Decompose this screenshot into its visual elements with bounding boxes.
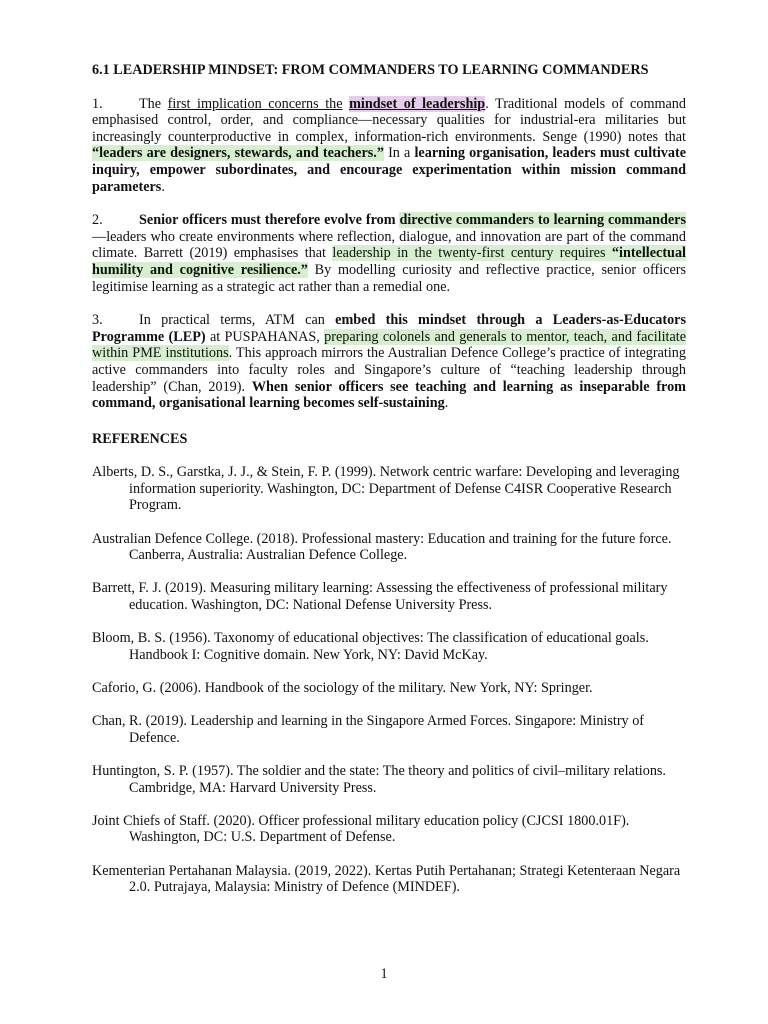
bold-text: learning organisation, leaders must cultivate inquiry, empower subordinates, and encourage experimentation within mission command parameters (92, 145, 687, 195)
text-run: . (161, 178, 165, 195)
highlighted-quote: “intellectual humility and cognitive resilience.” (92, 245, 686, 278)
underlined-text: first implication concerns the (167, 95, 343, 112)
reference-item: Huntington, S. P. (1957). The soldier and the state: The theory and politics of civil–military relations. Cambridge, MA: Harvard University Press. (92, 762, 666, 796)
page-number: 1 (380, 966, 388, 982)
text-run: In a (383, 145, 415, 162)
reference-item: Chan, R. (2019). Leadership and learning in the Singapore Armed Forces. Singapore: Ministry of Defence. (92, 713, 645, 746)
reference-item: Kementerian Pertahanan Malaysia. (2019, 2022). Kertas Putih Pertahanan; Strategi Ketenteraan Negara 2.0. Putrajaya, Malaysia: Ministry of Defence (MINDEF). (92, 862, 681, 896)
paragraph-number: 3. (92, 312, 103, 329)
text-run: . Traditional models of command emphasised control, order, and compliance—necessary qualities for industrial-era militaries but increasingly counterproductive in complex, information-rich environments. Senge (1990) notes that (92, 95, 686, 145)
bold-text: When senior officers see teaching and learning as inseparable from command, organisational learning becomes self-sustaining (92, 378, 687, 412)
paragraph-number: 2. (92, 212, 103, 229)
reference-item: Caforio, G. (2006). Handbook of the sociology of the military. New York, NY: Springer. (92, 680, 593, 696)
reference-item: Australian Defence College. (2018). Professional mastery: Education and training for the future force. Canberra, Australia: Australian Defence College. (92, 530, 672, 564)
text-run: . This approach mirrors the Australian Defence College’s practice of integrating active commanders into faculty roles and Singapore’s culture of “teaching leadership through leadership” (Chan, 2019). (92, 345, 686, 395)
paragraph-3 (92, 312, 686, 412)
references-heading: REFERENCES (92, 430, 188, 447)
paragraph-2 (92, 212, 686, 295)
highlighted-phrase-green: preparing colonels and generals to mentor, teach, and facilitate within PME institutions (92, 328, 686, 362)
text-run: —leaders who create environments where reflection, dialogue, and innovation are part of the command climate. Barrett (2019) emphasises that (92, 228, 686, 262)
reference-item: Barrett, F. J. (2019). Measuring military learning: Assessing the effectiveness of professional military education. Washington, DC: National Defense University Press. (92, 580, 668, 614)
reference-list (92, 464, 686, 895)
bold-text: embed this mindset through a Leaders-as-Educators Programme (LEP) (92, 312, 686, 345)
paragraph-number: 1. (92, 95, 103, 112)
reference-item: Bloom, B. S. (1956). Taxonomy of educational objectives: The classification of educational goals. Handbook I: Cognitive domain. New York, NY: David McKay. (92, 630, 649, 663)
bold-text: Senior officers must therefore evolve from (139, 212, 400, 229)
highlighted-phrase-green: directive commanders to learning commanders (399, 212, 686, 229)
text-run: The (139, 95, 168, 112)
highlighted-phrase-green: leadership in the twenty-first century requires (332, 245, 612, 262)
section-heading: 6.1 LEADERSHIP MINDSET: FROM COMMANDERS TO LEARNING COMMANDERS (92, 62, 649, 78)
highlighted-quote: “leaders are designers, stewards, and teachers.” (92, 145, 384, 162)
highlighted-phrase-pink: mindset of leadership (349, 95, 486, 112)
text-run: In practical terms, ATM can (139, 312, 336, 329)
paragraph-1 (92, 96, 686, 196)
reference-item: Joint Chiefs of Staff. (2020). Officer professional military education policy (CJCSI 1800.01F). Washington, DC: U.S. Department of Defense. (92, 812, 630, 846)
reference-item: Alberts, D. S., Garstka, J. J., & Stein, F. P. (1999). Network centric warfare: Developing and leveraging information superiority. Washington, DC: Department of Defense C4ISR Cooperative Research Program. (92, 464, 680, 514)
text-run: . (444, 395, 449, 412)
text-run: at PUSPAHANAS, (205, 328, 325, 345)
text-run: By modelling curiosity and reflective practice, senior officers legitimise learning as a strategic act rather than a remedial one. (92, 261, 686, 295)
